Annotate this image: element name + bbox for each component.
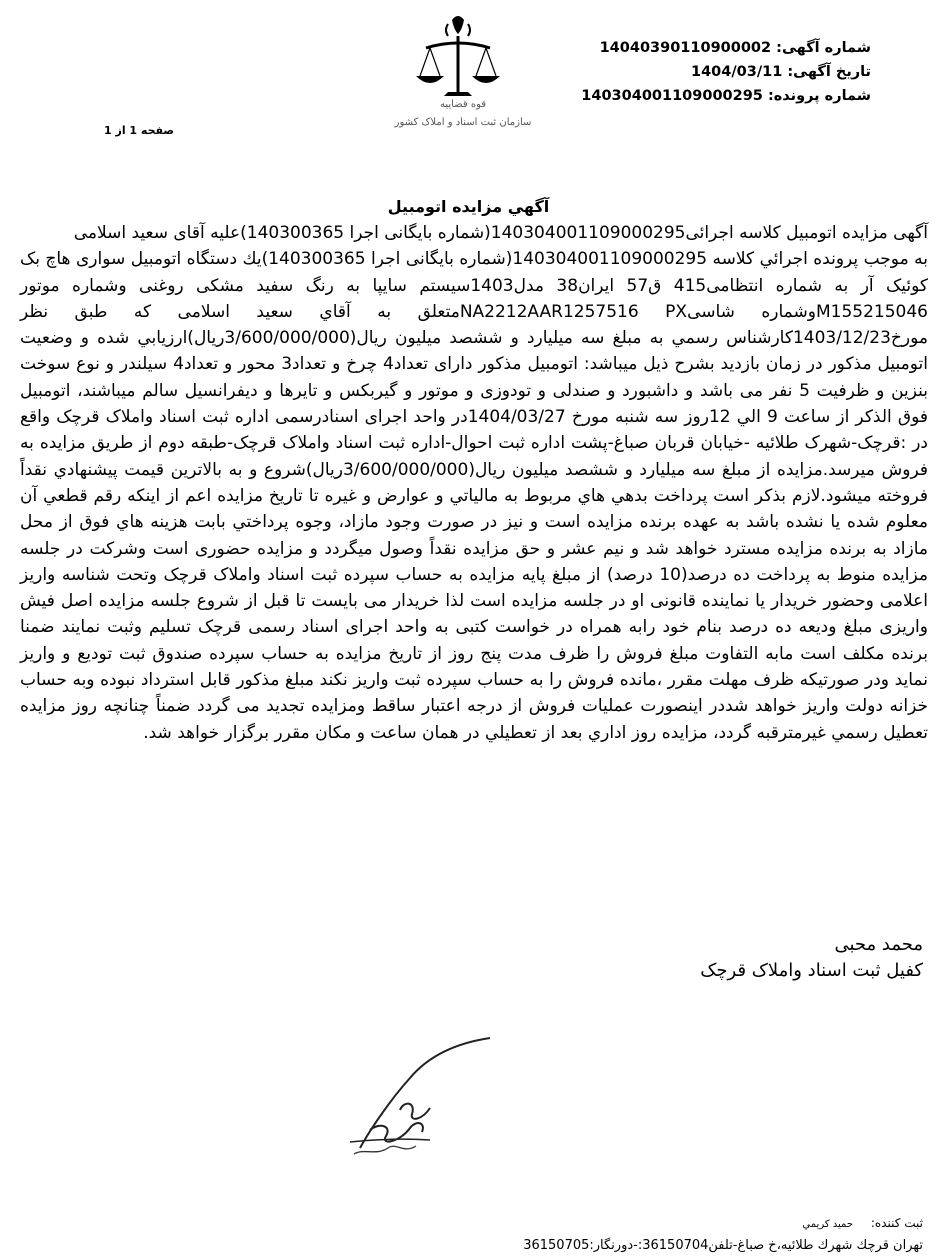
ad-number-row: [551, 36, 871, 60]
case-number: 14030400110900029​5: [581, 88, 763, 104]
signatory-position: کفیل ثبت اسناد واملاک قرچک: [700, 960, 923, 981]
case-number-row: [551, 84, 871, 108]
page-info: صفحه 1 از 1: [104, 124, 175, 137]
emblem-caption-judiciary: قوه قضاییه: [439, 99, 487, 110]
signatory-name: محمد محبی: [834, 934, 923, 955]
ad-number-label: شماره آگهی:: [776, 40, 871, 56]
ad-date-row: [551, 60, 871, 84]
emblem-caption: [388, 96, 538, 132]
document-title: آگهي مزايده اتومبيل: [387, 197, 550, 216]
office-address: تهران قرچك شهرك طلائيه،خ صباغ-تلفن36150704:-دورنگار:36150705: [523, 1238, 923, 1253]
intro-paragraph: آگهی مزایده اتومبیل کلاسه اجرائی14030400110900029​5(شماره بایگانی اجرا 140300365)علیه آقای سعید اسلامی: [73, 223, 928, 243]
judiciary-emblem-icon: [368, 8, 548, 158]
emblem-caption-organization: سازمان ثبت اسناد و املاک کشور: [394, 117, 532, 128]
ad-date-label: تاریخ آگهی:: [787, 64, 871, 80]
handwritten-signature: [330, 1030, 520, 1160]
registrar-line: [802, 1216, 923, 1230]
registrar-label: ثبت كننده:: [870, 1216, 923, 1230]
ad-meta: [551, 36, 871, 108]
ad-date: 1404/03/11: [691, 64, 783, 80]
registrar-name: حميد كريمي: [802, 1219, 854, 1230]
case-number-label: شماره پرونده:: [767, 88, 871, 104]
ad-number: 14040390110900002: [599, 40, 772, 56]
document-body: [20, 220, 928, 746]
signatory-block: [700, 932, 923, 984]
main-paragraph: به موجب پرونده اجرائي كلاسه 14030400110900029​5(شماره بايگانی اجرا 140300365)یك دستگاه اتومبیل سواری هاچ بک کوئیک آر به شماره انتظامی415 ق57 ایران38 مدل1403سیستم سایپا به رنگ سفید مشکی روغنی وشماره موتور M155215046وشماره شاسیNA2212AAR1257516 PXمتعلق به آقاي سعيد اسلامی كه طبق نظر مورخ1403/12/23كارشناس رسمي به مبلغ سه میلیارد و ششصد میلیون ريال(3/600/000/000ريال)ارزيابي شده و وضعيت اتومبیل مذكور در زمان بازدید بشرح ذیل میباشد: اتومبیل مذکور دارای تعداد4 چرخ و تعداد3 محور و تعداد4 سیلندر و نوع سوخت بنزین و ظرفیت 5 نفر می باشد و داشبورد و صندلی و تودوزی و موتور و گیربکس و تایرها و دیفرانسیل سالم میباشند، اتومبیل فوق الذكر از ساعت 9 الي 12روز سه شنبه مورخ 1404/03/27در واحد اجرای اسنادرسمی اداره ثبت اسناد واملاک قرچک واقع در :قرچک-شهرک طلائیه -خیابان قربان صباغ-پشت اداره ثبت احوال-اداره ثبت اسناد واملاک قرچک-طبقه دوم از طريق مزايده به فروش ميرسد.مزايده از مبلغ سه میلیارد و ششصد میلیون ريال(3/600/000/000ريال)شروع و به بالاترين قيمت پيشنهادي نقداً فروخته ميشود.لازم بذكر است پرداخت بدهي هاي مربوط به مالياتي و عوارض و غيره تا تاريخ مزايده اعم از اينكه رقم قطعي آن معلوم شده يا نشده باشد به عهده برنده مزايده است و نيز در صورت وجود مازاد، وجوه پرداختي بابت هزينه هاي فوق از محل مازاد به برنده مزايده مسترد خواهد شد و نيم عشر و حق مزايده نقداً وصول ميگردد و مزايده حضوری است وشرکت در جلسه مزایده منوط به پرداخت ده درصد(10 درصد) از مبلغ پایه مزایده به حساب سپرده ثبت اسناد واملاک قرچک وتحت شناسه واریز اعلامی وحضور خریدار یا نماینده قانونی او در جلسه مزایده است لذا خریدار می بایست تا قبل از شروع جلسه مزایده اصل فیش واریزی مبلغ ودیعه ده درصد بنام خود رابه همراه در خواست کتبی به واحد اجرای اسناد رسمی قرچک تسلیم وثبت نمایند ضمنا برنده مکلف است مابه التفاوت مبلغ فروش را ظرف مدت پنج روز از تاریخ مزایده به حساب سپرده صندوق ثبت تودیع و واریز نماید ودر صورتیکه ظرف مهلت مقرر ،مانده فروش را به حساب سپرده ثبت واریز نکند مبلغ مذکور قابل استرداد نبوده وبه حساب خزانه دولت واریز خواهد شددر اینصورت عملیات فروش از درجه اعتبار ساقط ومزایده تجدید می گردد ضمناً چنانچه روز مزايده تعطيل رسمي غيرمترقبه گردد، مزايده روز اداري بعد از تعطيلي در همان ساعت و مكان مقرر برگزار خواهد شد.: [20, 249, 928, 743]
